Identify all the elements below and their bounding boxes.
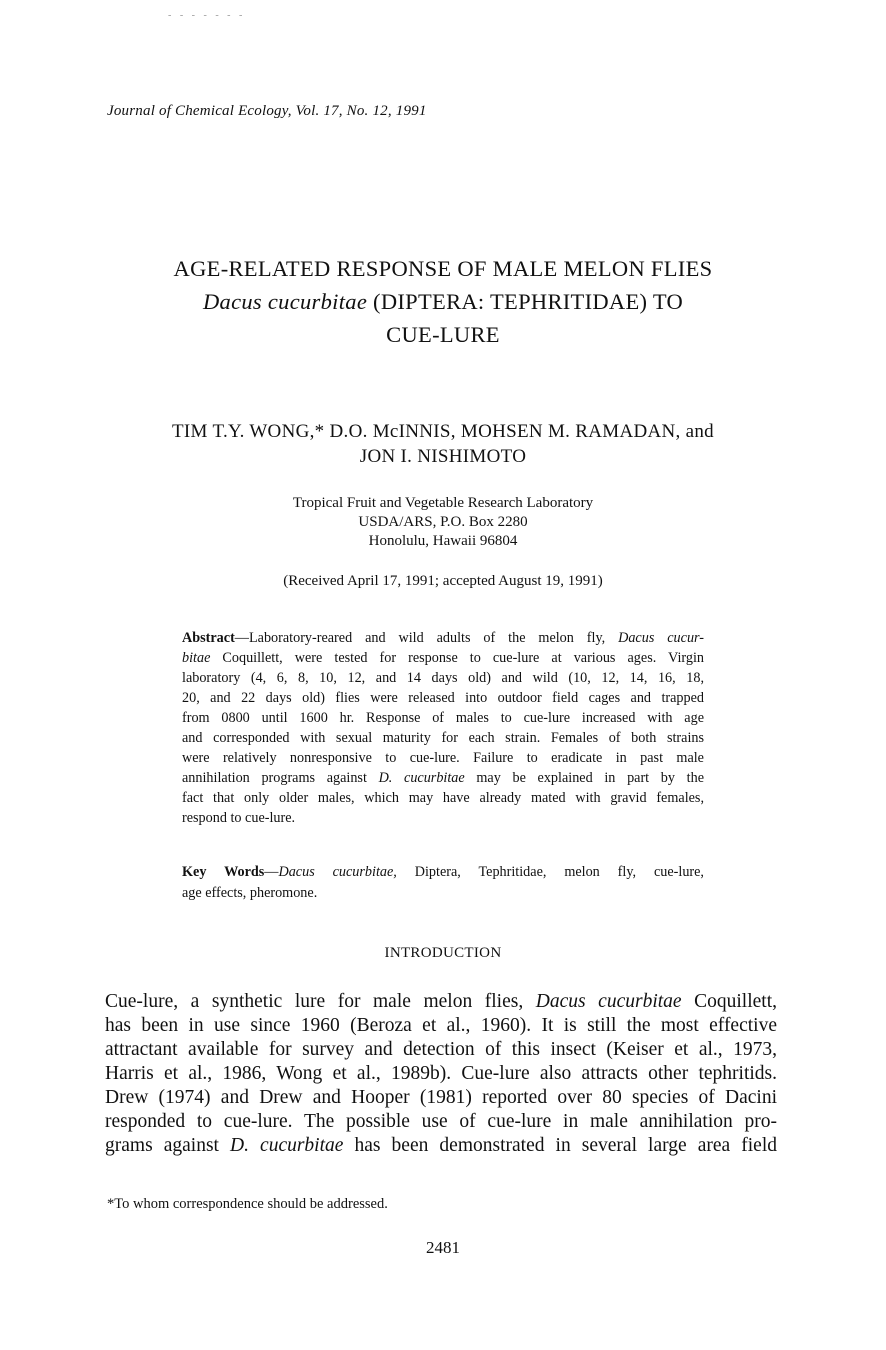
journal-citation: Journal of Chemical Ecology, Vol. 17, No. 12, 1991 xyxy=(107,103,427,119)
footnote: *To whom correspondence should be addressed. xyxy=(107,1196,388,1212)
abstract-label: Abstract xyxy=(182,630,235,646)
body-line: attractant available for survey and detection of this insect (Keiser et al., 1973, xyxy=(105,1039,777,1060)
abstract-line: fact that only older males, which may have already mated with gravid females, xyxy=(182,790,704,806)
received-dates: (Received April 17, 1991; accepted August 19, 1991) xyxy=(283,573,603,589)
abstract-line: laboratory (4, 6, 8, 10, 12, and 14 days old) and wild (10, 12, 14, 16, 18, xyxy=(182,670,704,686)
paper-title xyxy=(90,252,796,351)
abstract-line: 20, and 22 days old) flies were released into outdoor field cages and trapped xyxy=(182,690,704,706)
abstract-line: bitae Coquillett, were tested for response to cue-lure at various ages. Virgin xyxy=(182,650,704,666)
keywords-label: Key Words xyxy=(182,864,265,880)
title-species: Dacus cucurbitae xyxy=(202,289,368,314)
body-line: Drew (1974) and Drew and Hooper (1981) reported over 80 species of Dacini xyxy=(105,1087,777,1108)
abstract-line: Abstract—Laboratory-reared and wild adults of the melon fly, Dacus cucur- xyxy=(182,630,705,646)
title-line-1: AGE-RELATED RESPONSE OF MALE MELON FLIES xyxy=(173,256,713,281)
abstract-line: annihilation programs against D. cucurbitae may be explained in part by the xyxy=(182,770,704,786)
title-line-2 xyxy=(90,285,796,318)
abstract-line: respond to cue-lure. xyxy=(182,810,296,826)
body-line: responded to cue-lure. The possible use of cue-lure in male annihilation pro- xyxy=(105,1111,777,1132)
body-line: Cue-lure, a synthetic lure for male melon flies, Dacus cucurbitae Coquillett, xyxy=(105,991,777,1012)
affiliation xyxy=(90,494,796,551)
scan-marks: - - - - - - - xyxy=(168,10,246,21)
author-list xyxy=(90,419,796,469)
key-words xyxy=(182,862,704,903)
authors-line-1: TIM T.Y. WONG,* D.O. McINNIS, MOHSEN M. RAMADAN, and xyxy=(172,421,714,442)
keywords-line: age effects, pheromone. xyxy=(182,884,318,901)
abstract-line: from 0800 until 1600 hr. Response of males to cue-lure increased with age xyxy=(182,710,704,726)
authors-line-2: JON I. NISHIMOTO xyxy=(359,446,527,467)
body-line: grams against D. cucurbitae has been demonstrated in several large area field xyxy=(105,1135,777,1156)
abstract-line: and corresponded with sexual maturity for each strain. Females of both strains xyxy=(182,730,704,746)
page-number: 2481 xyxy=(426,1238,460,1257)
title-line-3: CUE-LURE xyxy=(386,322,500,347)
keywords-line: Key Words—Dacus cucurbitae, Diptera, Tephritidae, melon fly, cue-lure, xyxy=(182,864,704,880)
body-line: Harris et al., 1986, Wong et al., 1989b). Cue-lure also attracts other tephritids. xyxy=(105,1063,777,1084)
abstract-line: were relatively nonresponsive to cue-lure. Failure to eradicate in past male xyxy=(182,750,704,766)
title-line-2-rest: (DIPTERA: TEPHRITIDAE) TO xyxy=(367,289,684,314)
affiliation-line-3: Honolulu, Hawaii 96804 xyxy=(368,533,518,549)
introduction-text xyxy=(105,990,777,1158)
body-line: has been in use since 1960 (Beroza et al., 1960). It is still the most effective xyxy=(105,1015,777,1036)
abstract xyxy=(182,628,704,828)
affiliation-line-2: USDA/ARS, P.O. Box 2280 xyxy=(358,514,528,530)
affiliation-line-1: Tropical Fruit and Vegetable Research Laboratory xyxy=(292,495,594,511)
section-heading: INTRODUCTION xyxy=(384,945,502,961)
